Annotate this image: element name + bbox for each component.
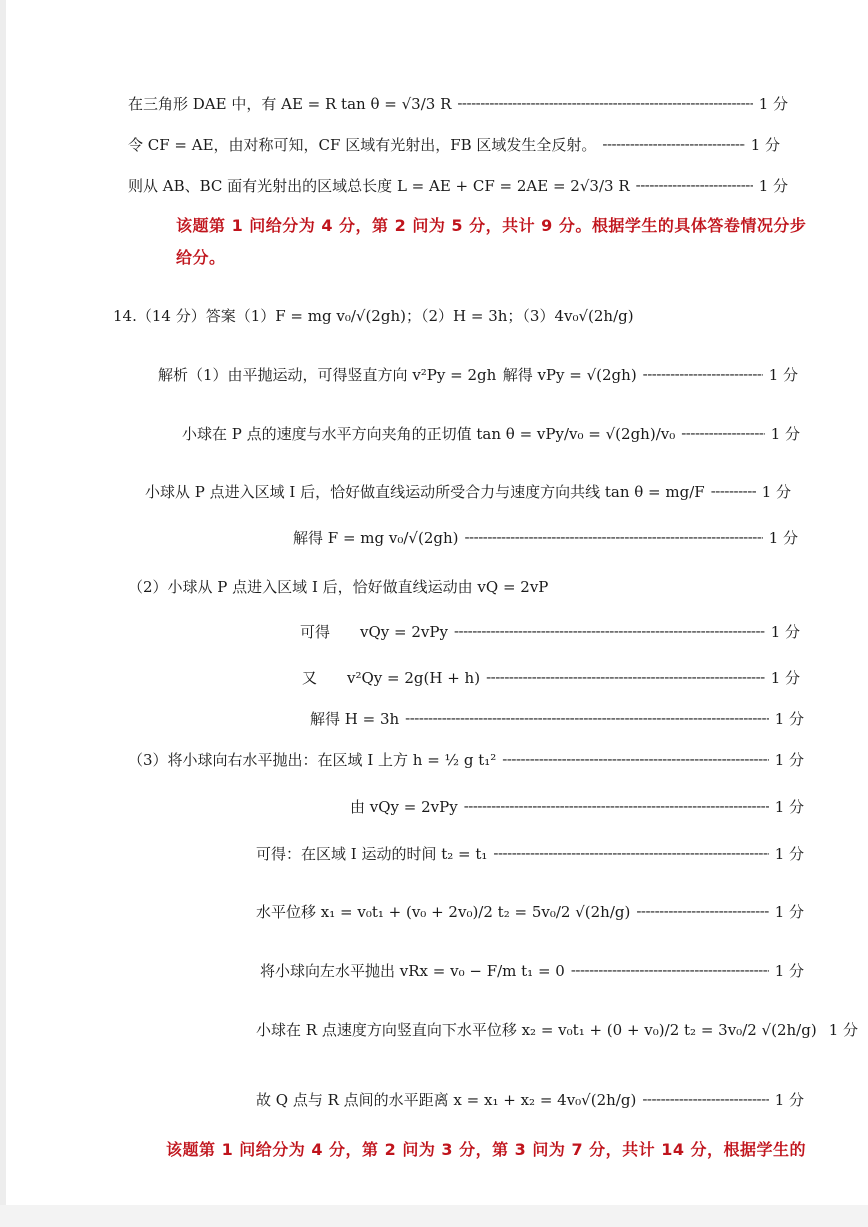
answer-text: 14.（14 分）答案（1）F = mg v₀/√(2gh)；（2）H = 3h；（3）4v₀√(2h/g) bbox=[113, 306, 634, 325]
solution-line bbox=[256, 894, 804, 928]
scan-edge-shade bbox=[0, 0, 6, 1227]
line-text: 水平位移 x₁ = v₀t₁ + (v₀ + 2v₀)/2 t₂ = 5v₀/2 √(2h/g) bbox=[256, 902, 631, 921]
line-text: 解得 F = mg v₀/√(2gh) bbox=[293, 528, 459, 547]
line-text: 将小球向左水平抛出 vRx = v₀ − F/m t₁ = 0 bbox=[260, 961, 565, 980]
solution-line bbox=[256, 840, 804, 866]
question-header bbox=[113, 300, 634, 330]
line-text: 可得：在区域 Ⅰ 运动的时间 t₂ = t₁ bbox=[256, 844, 488, 863]
line-text: （2）小球从 P 点进入区域 Ⅰ 后，恰好做直线运动由 vQ = 2vP bbox=[128, 577, 549, 596]
dash-leader bbox=[681, 424, 764, 442]
solution-line bbox=[256, 1082, 804, 1116]
solution-line bbox=[128, 572, 548, 600]
score-label: 1 分 bbox=[758, 176, 788, 195]
dash-leader bbox=[464, 797, 769, 815]
dash-leader bbox=[405, 709, 769, 727]
solution-line bbox=[128, 130, 780, 158]
score-label: 1 分 bbox=[768, 365, 798, 384]
line-text: 小球从 P 点进入区域 Ⅰ 后，恰好做直线运动所受合力与速度方向共线 tan θ = mg/F bbox=[145, 482, 705, 501]
dash-leader bbox=[643, 365, 763, 383]
grading-note: 该题第 1 问给分为 4 分，第 2 问为 3 分，第 3 问为 7 分，共计 14 分，根据学生的 bbox=[166, 1140, 807, 1159]
line-text: 在三角形 DAE 中，有 AE = R tan θ = √3/3 R bbox=[128, 94, 452, 113]
dash-leader bbox=[464, 528, 762, 546]
dash-leader bbox=[642, 1090, 768, 1108]
line-text: （3）将小球向右水平抛出：在区域 Ⅰ 上方 h = ½ g t₁² bbox=[128, 750, 497, 769]
line-text: 又 v²Qy = 2g(H + h) bbox=[302, 668, 481, 687]
score-label: 1 分 bbox=[758, 94, 788, 113]
line-text: 解得 H = 3h bbox=[310, 709, 400, 728]
score-label: 1 分 bbox=[774, 709, 804, 728]
dash-leader bbox=[571, 961, 769, 979]
dash-leader bbox=[454, 622, 765, 640]
line-text: 由 vQy = 2vPy bbox=[350, 797, 458, 816]
score-label: 1 分 bbox=[770, 668, 800, 687]
dash-leader bbox=[457, 94, 752, 112]
score-label: 1 分 bbox=[774, 961, 804, 980]
solution-line bbox=[300, 617, 800, 645]
score-label: 1 分 bbox=[768, 528, 798, 547]
solution-line bbox=[128, 744, 804, 774]
dash-leader bbox=[636, 902, 768, 920]
dash-leader bbox=[493, 844, 768, 862]
line-text: 故 Q 点与 R 点间的水平距离 x = x₁ + x₂ = 4v₀√(2h/g) bbox=[256, 1090, 637, 1109]
dash-leader bbox=[486, 668, 765, 686]
score-label: 1 分 bbox=[770, 424, 800, 443]
grading-note: 该题第 1 问给分为 4 分，第 2 问为 5 分，共计 9 分。根据学生的具体答卷情况分步给分。 bbox=[176, 216, 807, 267]
solution-line bbox=[256, 1012, 858, 1046]
score-label: 1 分 bbox=[774, 1090, 804, 1109]
solution-line bbox=[310, 705, 804, 731]
solution-line bbox=[182, 418, 800, 448]
score-label: 1 分 bbox=[828, 1020, 858, 1039]
score-label: 1 分 bbox=[774, 750, 804, 769]
score-label: 1 分 bbox=[761, 482, 791, 501]
dash-leader bbox=[711, 482, 756, 500]
solution-line bbox=[145, 476, 791, 506]
score-label: 1 分 bbox=[774, 902, 804, 921]
solution-line bbox=[128, 88, 788, 118]
line-text: 小球在 R 点速度方向竖直向下水平位移 x₂ = v₀t₁ + (0 + v₀)/2 t₂ = 3v₀/2 √(2h/g) bbox=[256, 1020, 817, 1039]
line-text: 可得 vQy = 2vPy bbox=[300, 622, 448, 641]
score-label: 1 分 bbox=[750, 135, 780, 154]
score-label: 1 分 bbox=[774, 844, 804, 863]
dash-leader bbox=[602, 135, 744, 153]
line-text-result: 解得 vPy = √(2gh) bbox=[502, 365, 637, 384]
solution-line bbox=[260, 955, 804, 985]
score-label: 1 分 bbox=[770, 622, 800, 641]
line-text: 小球在 P 点的速度与水平方向夹角的正切值 tan θ = vPy/v₀ = √(2gh)/v₀ bbox=[182, 424, 676, 443]
score-label: 1 分 bbox=[774, 797, 804, 816]
dash-leader bbox=[502, 750, 768, 768]
line-text: 令 CF = AE，由对称可知，CF 区域有光射出，FB 区域发生全反射。 bbox=[128, 135, 597, 154]
solution-line bbox=[350, 793, 804, 819]
solution-line bbox=[293, 522, 798, 552]
solution-line bbox=[158, 360, 798, 388]
solution-line bbox=[128, 170, 788, 200]
line-text: 解析（1）由平抛运动，可得竖直方向 v²Py = 2gh bbox=[158, 365, 497, 384]
scan-bottom-shade bbox=[0, 1205, 868, 1227]
solution-line bbox=[302, 663, 800, 691]
line-text: 则从 AB、BC 面有光射出的区域总长度 L = AE + CF = 2AE = 2√3/3 R bbox=[128, 176, 630, 195]
dash-leader bbox=[636, 176, 753, 194]
